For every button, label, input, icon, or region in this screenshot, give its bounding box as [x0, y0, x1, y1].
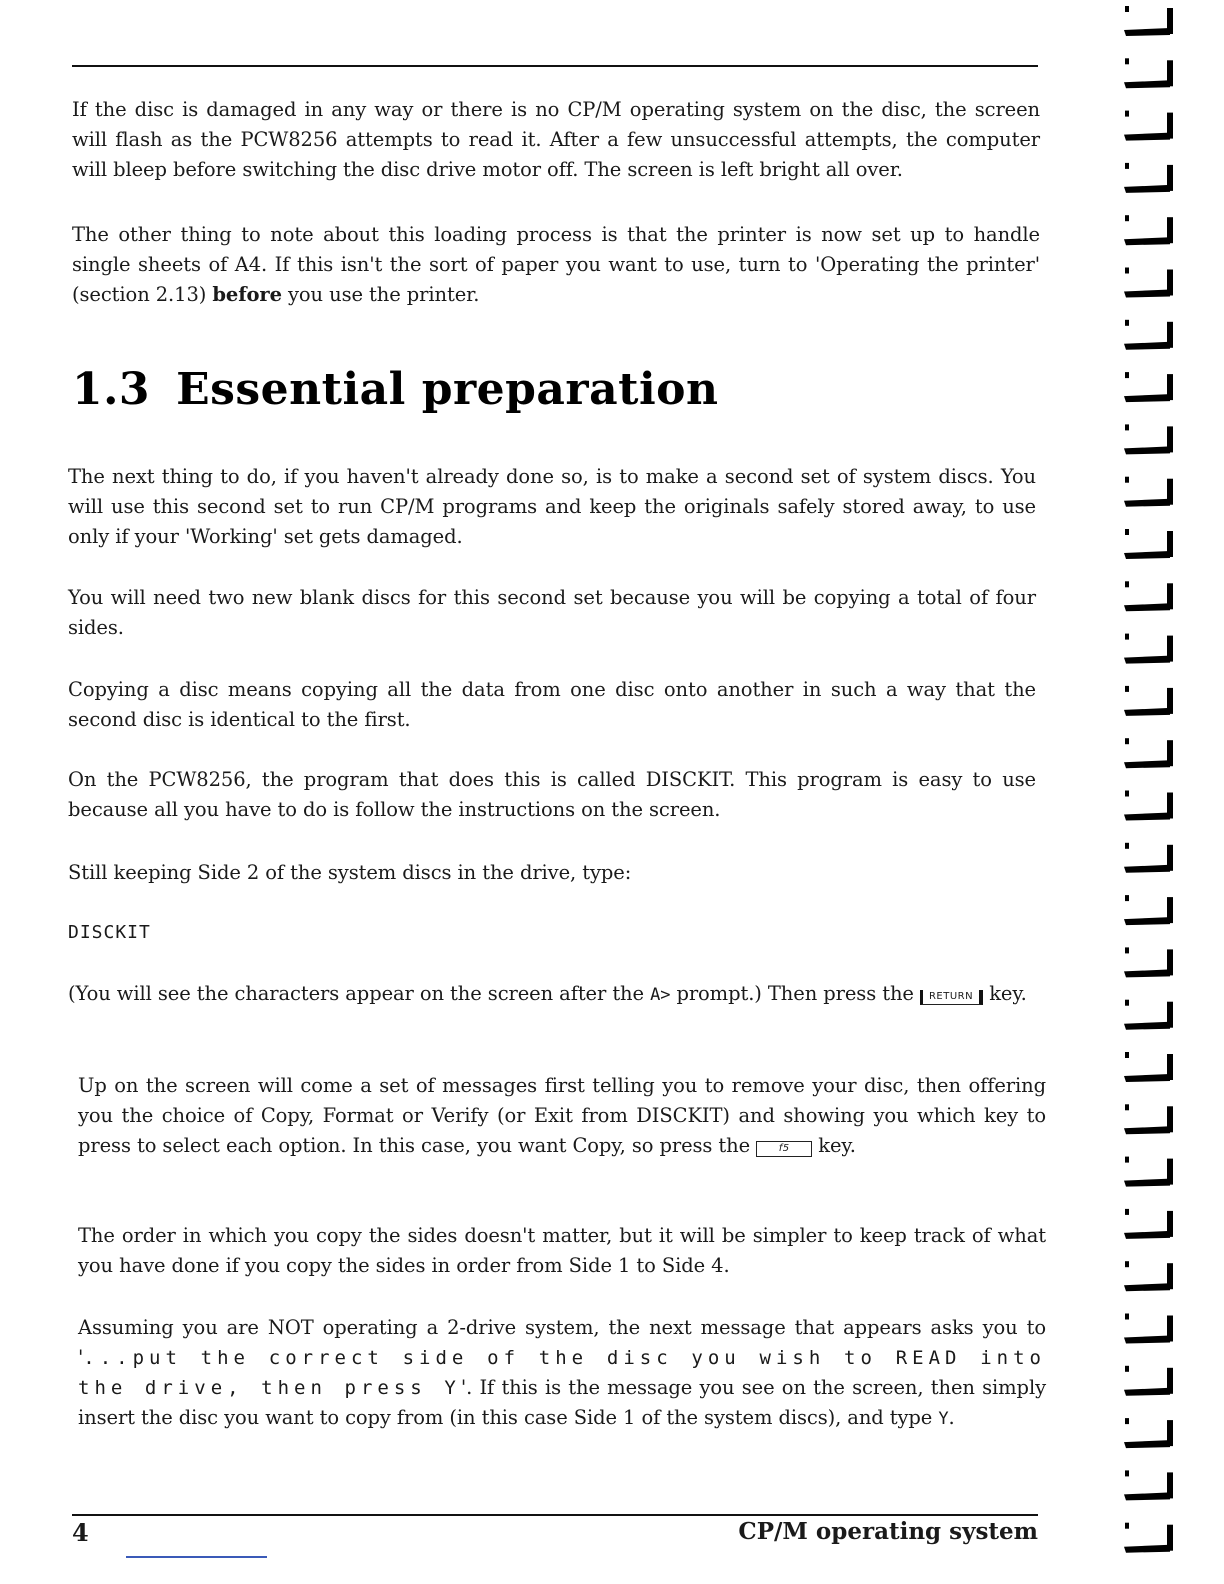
- section-heading: [72, 364, 719, 415]
- p8-text-start: (You will see the characters appear on the screen after the: [68, 982, 651, 1005]
- p11-screen-message: ...put the correct side of the disc you wish to READ into the drive, then press Y: [78, 1347, 1046, 1399]
- paragraph-type-instruction: Still keeping Side 2 of the system discs in the drive, type:: [68, 861, 632, 884]
- binding-hook: [1124, 634, 1173, 664]
- f5-key-icon: f5: [756, 1141, 812, 1157]
- bottom-rule: [72, 1514, 1038, 1516]
- binding-hook: [1124, 895, 1173, 925]
- paragraph-blank-discs: You will need two new blank discs for this second set because you will be copying a total of four sides.: [68, 586, 1036, 639]
- binding-hook: [1124, 372, 1173, 402]
- binding-hook: [1124, 1314, 1173, 1344]
- p11-text-start: Assuming you are NOT operating a 2-drive system, the next message that appears asks you to ': [78, 1316, 1046, 1369]
- binding-hook: [1124, 1157, 1173, 1187]
- paragraph-copy-order: The order in which you copy the sides doesn't matter, but it will be simpler to keep track of what you have done if you copy the sides in order from Side 1 to Side 4.: [78, 1224, 1046, 1277]
- binding-hook: [1124, 320, 1173, 350]
- binding-hook: [1124, 163, 1173, 193]
- blue-underline-mark: [126, 1556, 267, 1558]
- p2-text-start: The other thing to note about this loading process is that the printer is now set up to handle single sheets of A4. If this isn't the sort of paper you want to use, turn to 'Operating the printer' (section 2.13): [72, 223, 1040, 306]
- binding-hook: [1124, 1523, 1173, 1553]
- prompt-a: A>: [650, 985, 671, 1005]
- binding-hook: [1124, 6, 1173, 36]
- command-disckit: DISCKIT: [68, 922, 151, 943]
- binding-hook: [1124, 529, 1173, 559]
- footer-title: CP/M operating system: [738, 1518, 1038, 1545]
- binding-hook: [1124, 686, 1173, 716]
- binding-hook: [1124, 1052, 1173, 1082]
- section-title: Essential preparation: [176, 364, 719, 415]
- paragraph-disckit-program: On the PCW8256, the program that does this is called DISCKIT. This program is easy to use because all you have to do is follow the instructions on the screen.: [68, 768, 1036, 821]
- paragraph-second-set: The next thing to do, if you haven't already done so, is to make a second set of system discs. You will use this second set to run CP/M programs and keep the originals safely stored away, to use only if your 'Working' set gets damaged.: [68, 465, 1036, 548]
- binding-hook: [1124, 1261, 1173, 1291]
- binding-hook: [1124, 843, 1173, 873]
- binding-hook: [1124, 738, 1173, 768]
- paragraph-press-return: [68, 979, 1036, 1010]
- p9-text-end: key.: [812, 1134, 856, 1157]
- binding-hook: [1124, 58, 1173, 88]
- paragraph-disc-damaged: If the disc is damaged in any way or there is no CP/M operating system on the disc, the screen will flash as the PCW8256 attempts to read it. After a few unsuccessful attempts, the computer will bleep before switching the disc drive motor off. The screen is left bright all over.: [72, 98, 1040, 181]
- p11-key-y: Y: [938, 1409, 949, 1429]
- binding-hook: [1124, 477, 1173, 507]
- page-number: 4: [72, 1518, 89, 1547]
- binding-hook: [1124, 424, 1173, 454]
- binding-hook: [1124, 1209, 1173, 1239]
- paragraph-messages: [78, 1071, 1046, 1161]
- paragraph-single-drive: [78, 1313, 1046, 1434]
- paragraph-copying-definition: Copying a disc means copying all the data from one disc onto another in such a way that the second disc is identical to the first.: [68, 678, 1036, 731]
- p11-text-mid: '. If this is the message you see on the screen, then simply insert the disc you want to copy from (in this case Side 1 of the system discs), and type: [78, 1376, 1046, 1429]
- binding-hook: [1124, 1470, 1173, 1500]
- binding-hook: [1124, 1104, 1173, 1134]
- spiral-binding-edge: [1112, 0, 1224, 1584]
- p8-text-mid: prompt.) Then press the: [670, 982, 920, 1005]
- binding-hook: [1124, 1366, 1173, 1396]
- p9-text-start: Up on the screen will come a set of messages first telling you to remove your disc, then offering you the choice of Copy, Format or Verify (or Exit from DISCKIT) and showing you which key to press to select each option. In this case, you want Copy, so press the: [78, 1074, 1046, 1157]
- binding-hook: [1124, 1000, 1173, 1030]
- paragraph-printer-setup: [72, 220, 1040, 310]
- return-key-icon: RETURN: [920, 990, 983, 1005]
- p8-text-end: key.: [983, 982, 1027, 1005]
- binding-hook: [1124, 1418, 1173, 1448]
- section-number: 1.3: [72, 364, 151, 415]
- binding-hook: [1124, 947, 1173, 977]
- binding-hook: [1124, 111, 1173, 141]
- binding-hook: [1124, 581, 1173, 611]
- binding-hook: [1124, 268, 1173, 298]
- p2-bold-before: before: [212, 283, 282, 306]
- binding-hook: [1124, 791, 1173, 821]
- binding-hook: [1124, 215, 1173, 245]
- p2-text-end: you use the printer.: [281, 283, 480, 306]
- p11-text-end: .: [948, 1406, 955, 1429]
- top-rule: [72, 65, 1038, 67]
